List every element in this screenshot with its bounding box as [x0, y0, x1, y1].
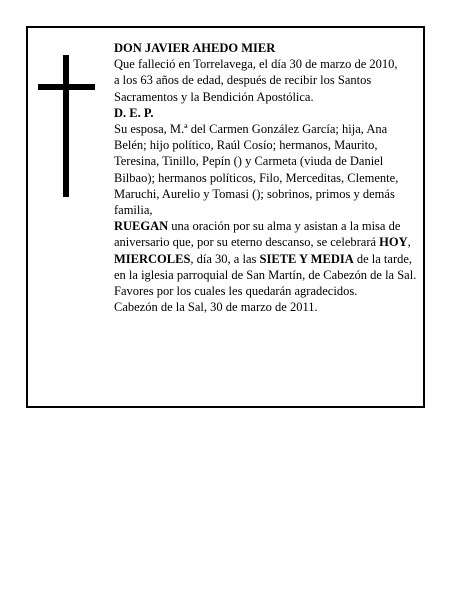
request-part-2: , día 30, a las: [190, 251, 260, 266]
miercoles-word: MIERCOLES: [114, 251, 191, 266]
death-line: Que falleció en Torrelavega, el día 30 de marzo de 2010,: [114, 57, 398, 72]
deceased-name: DON JAVIER AHEDO MIER: [114, 41, 276, 55]
request-sep-1: ,: [407, 235, 411, 250]
family-line: Su esposa, M.ª del Carmen González García; hija, Ana Belén; hijo político, Raúl Cosío; hermanos, Maurito, Teresina, Tinillo, Pepín () y Carmeta (viuda de Daniel Bilbao); hermanos políticos, Filo, Merceditas, Clemente, Maruchi, Aurelio y Tomasi (); sobrinos, primos y demás familia,: [114, 122, 399, 218]
cross-vertical-bar: [63, 55, 69, 197]
hoy-word: HOY: [379, 235, 408, 250]
request-part-3: de la tarde, en la iglesia parroquial de San Martín, de Cabezón de la Sal. Favores por los cuales les quedarán agradecidos.: [114, 251, 417, 299]
dep-line: D. E. P.: [114, 105, 154, 120]
obituary-text: [114, 40, 420, 315]
request-part-1: una oración por su alma y asistan a la misa de aniversario que, por su eterno descanso, se celebrará: [114, 219, 401, 250]
closing-line: Cabezón de la Sal, 30 de marzo de 2011.: [114, 300, 318, 315]
cross-horizontal-bar: [38, 84, 95, 90]
age-line: a los 63 años de edad, después de recibir los Santos Sacramentos y la Bendición Apostólica.: [114, 73, 372, 104]
ruegan-word: RUEGAN: [114, 219, 169, 234]
request-paragraph: [114, 218, 420, 299]
time-words: SIETE Y MEDIA: [259, 251, 354, 266]
